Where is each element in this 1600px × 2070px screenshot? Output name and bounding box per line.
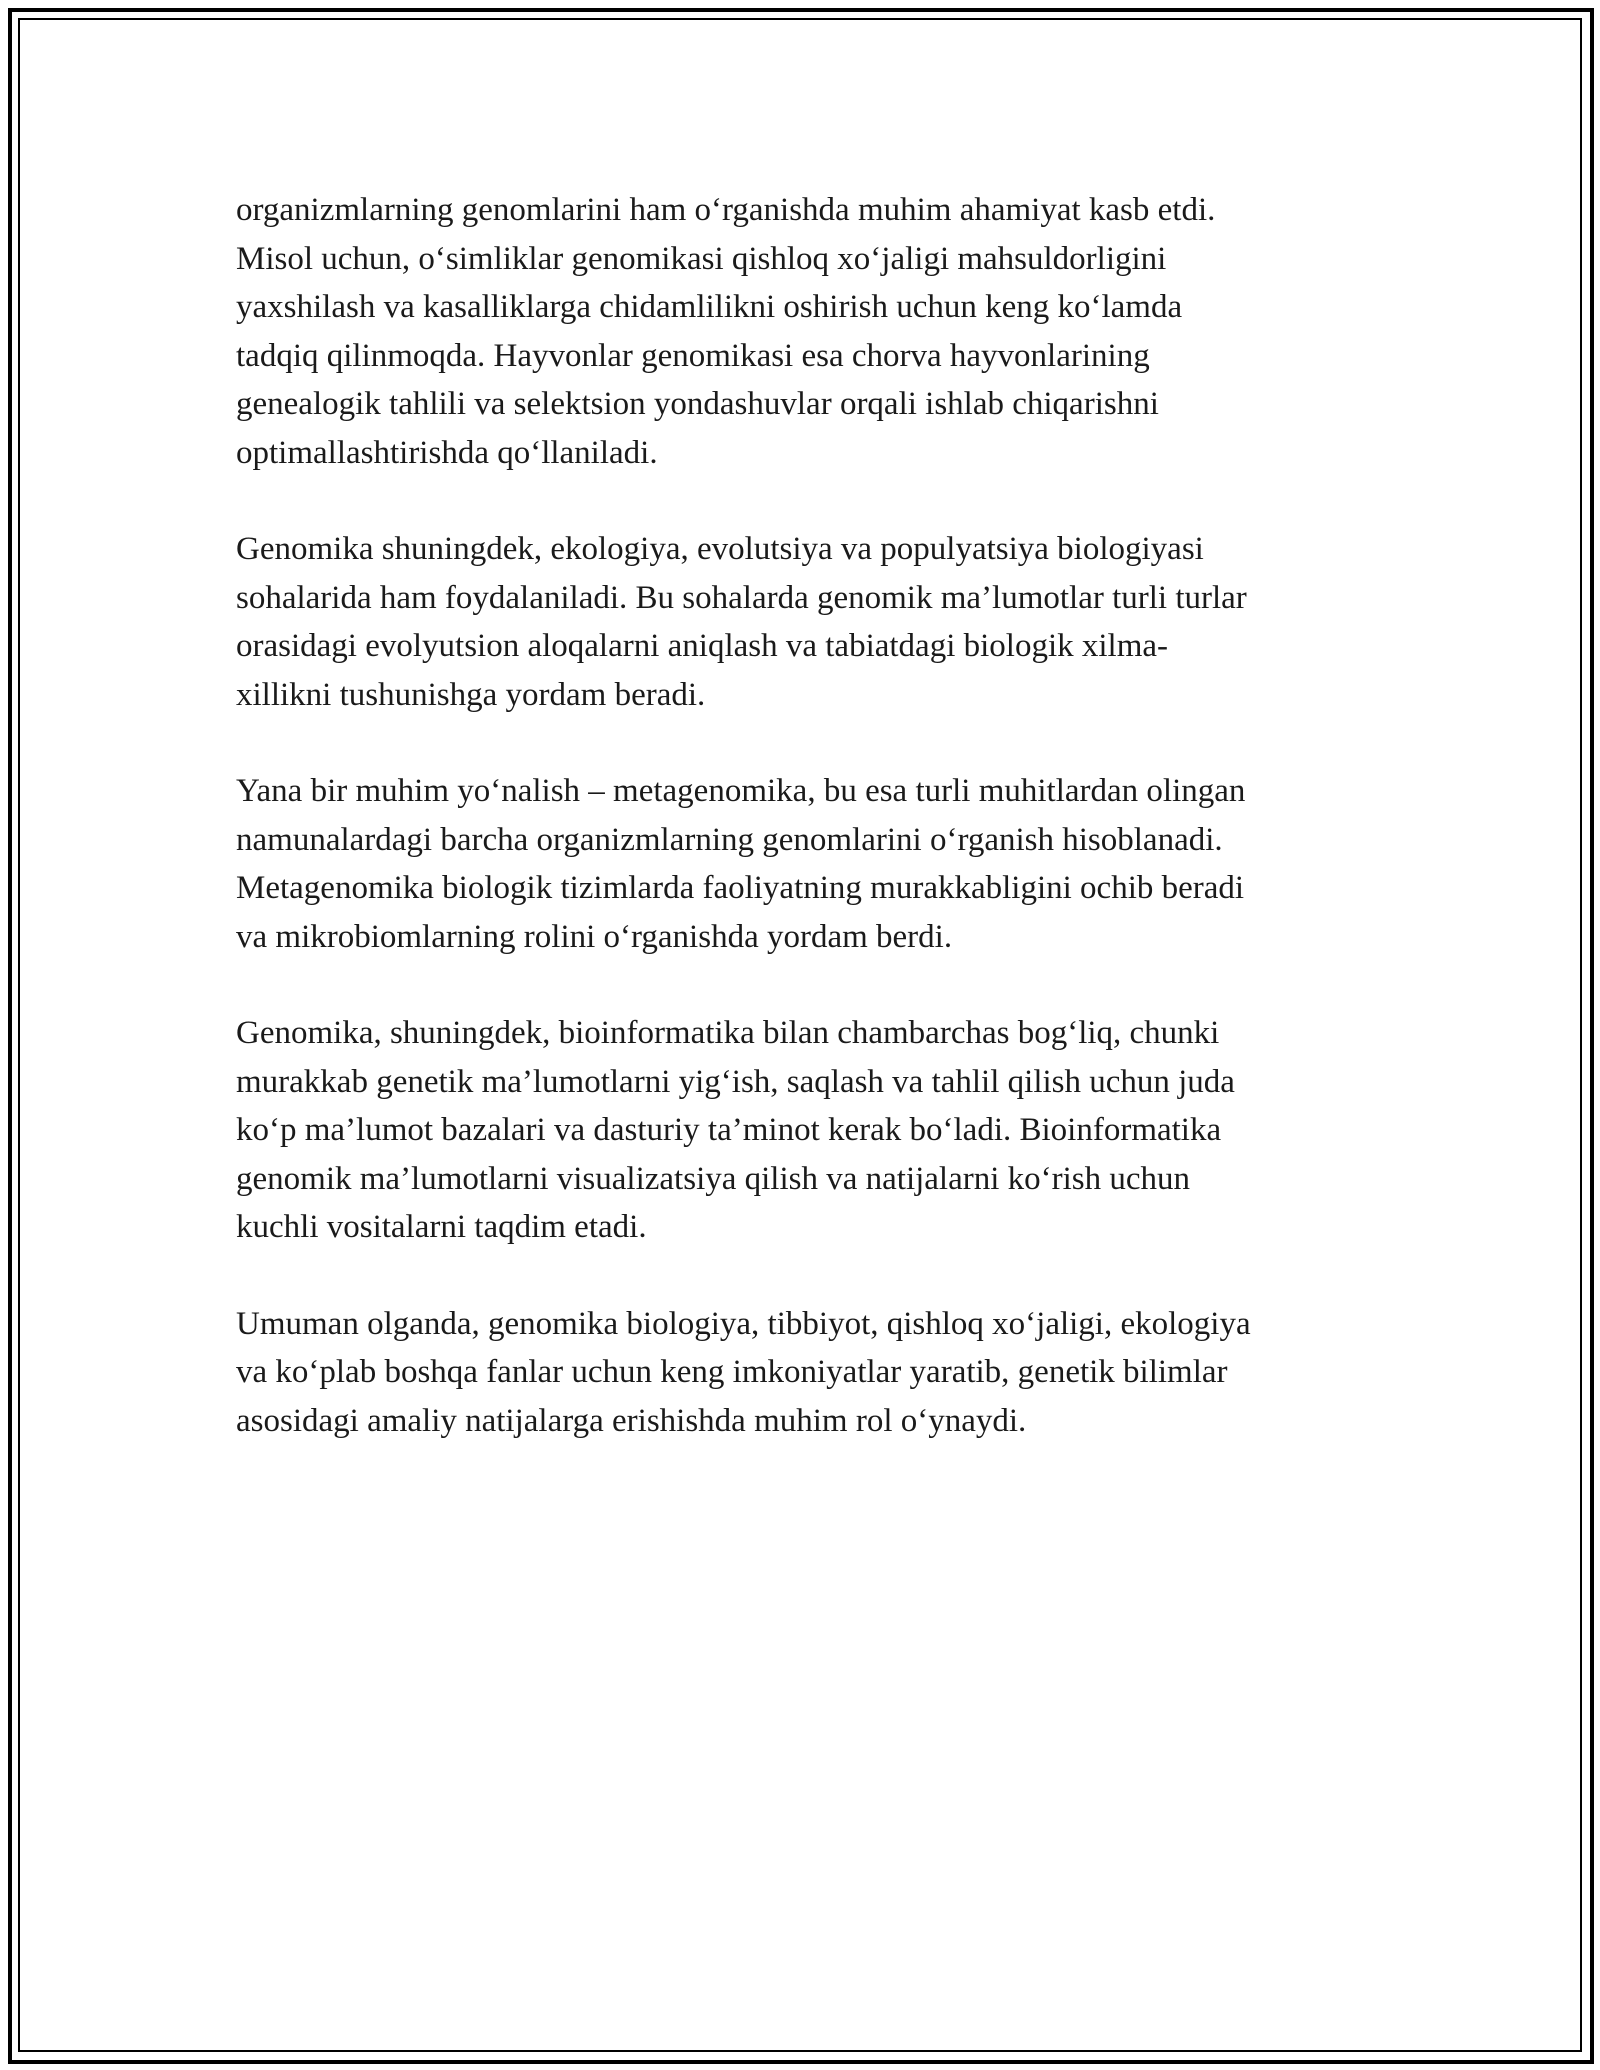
paragraph-bioinformatics: Genomika, shuningdek, bioinformatika bilan chambarchas bog‘liq, chunki murakkab genetik ma’lumotlarni yig‘ish, saqlash va tahlil qilish uchun juda ko‘p ma’lumot bazalari va dasturiy ta’minot kerak bo‘ladi. Bioinformatika genomik ma’lumotlarni visualizatsiya qilish va natijalarni ko‘rish uchun kuchli vositalarni taqdim etadi. [236, 1015, 1235, 1245]
paragraph-conclusion: Umuman olganda, genomika biologiya, tibbiyot, qishloq xo‘jaligi, ekologiya va ko‘plab boshqa fanlar uchun keng imkoniyatlar yaratib, genetik bilimlar asosidagi amaliy natijalarga erishishda muhim rol o‘ynaydi. [236, 1305, 1251, 1439]
paragraph-plant-animal-genomics: organizmlarning genomlarini ham o‘rganishda muhim ahamiyat kasb etdi. Misol uchun, o‘simliklar genomikasi qishloq xo‘jaligi mahsuldorligini yaxshilash va kasalliklarga chidamlilikni oshirish uchun keng ko‘lamda tadqiq qilinmoqda. Hayvonlar genomikasi esa chorva hayvonlarining genealogik tahlili va selektsion yondashuvlar orqali ishlab chiqarishni optimallashtirishda qo‘llaniladi. [236, 192, 1216, 471]
paragraph-ecology-evolution: Genomika shuningdek, ekologiya, evolutsiya va populyatsiya biologiyasi sohalarida ham foydalaniladi. Bu sohalarda genomik ma’lumotlar turli turlar orasidagi evolyutsion aloqalarni aniqlash va tabiatdagi biologik xilma- xillikni tushunishga yordam beradi. [236, 531, 1247, 713]
paragraph-metagenomics: Yana bir muhim yo‘nalish – metagenomika, bu esa turli muhitlardan olingan namunalardagi barcha organizmlarning genomlarini o‘rganish hisoblanadi. Metagenomika biologik tizimlarda faoliyatning murakkabligini ochib beradi va mikrobiomlarning rolini o‘rganishda yordam berdi. [236, 773, 1246, 955]
document-body [236, 186, 1366, 1493]
